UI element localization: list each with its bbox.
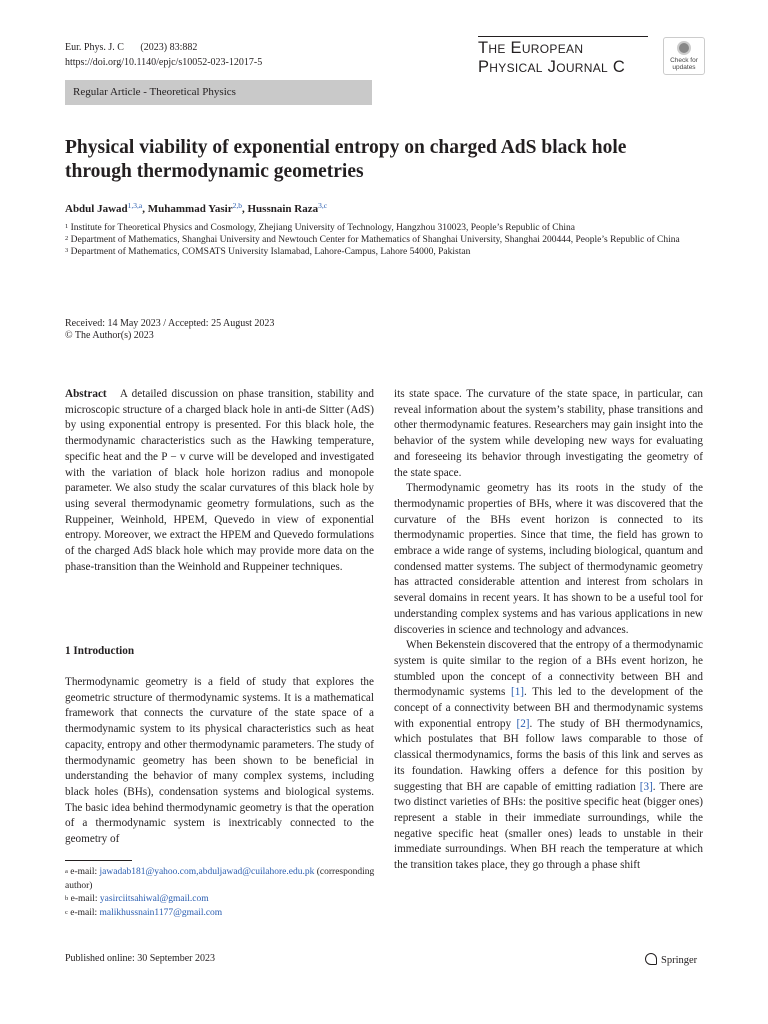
article-type: Regular Article - Theoretical Physics [73,86,236,98]
affiliation-number: 1 [65,223,69,230]
reference-link[interactable]: [1] [510,686,525,699]
received-accepted: Received: 14 May 2023 / Accepted: 25 August 2023 [65,318,275,329]
intro-paragraph-1: Thermodynamic geometry is a field of study that explores the geometric structure of thermodynamic systems. It is a mathematical framework that connects the curvature of the state space of a thermodynamic system to its physical characteristics such as heat capacity, entropy and other thermodynamic parameters. The study of thermodynamic geometry has been shown to be beneficial in understanding the behavior of many complex systems, including black holes (BHs), condensation systems and biological systems. The basic idea behind thermodynamic geometry is that the operation of a thermodynamic system is inextricably connected to the geometry of [65,676,374,846]
check-updates-line1: Check for [670,57,698,64]
publisher-logo [645,953,697,966]
affiliation [65,247,685,259]
article-type-band [65,80,372,105]
crossmark-icon [677,41,691,55]
footnote-mark: b [65,895,69,902]
text-run: When Bekenstein discovered that the entropy of a thermodynamic system is quite similar to the region of a BHs event horizon, he stumbled upon the concept of a connectivity between BH and thermodynamic systems [394,639,703,699]
affiliation [65,235,685,247]
section-heading: 1 Introduction [65,645,135,657]
author-marks[interactable]: 3,c [318,201,328,210]
intro-text-left [65,675,374,848]
affiliations [65,223,685,258]
footnote [65,893,378,907]
affiliation-number: 3 [65,246,69,254]
author-name[interactable]: Muhammad Yasir [147,203,233,215]
author-name[interactable]: Hussnain Raza [247,203,319,215]
intro-text-right [394,387,703,874]
email-link[interactable]: yasirciitsahiwal@gmail.com [99,894,209,904]
author-marks[interactable]: 1,3,a [127,201,143,210]
published-date: Published online: 30 September 2023 [65,953,215,964]
journal-citation [65,40,262,55]
text-run: . The study of BH thermodynamics, which postulates that BH follow laws comparable to those of classical thermodynamics, forms the basis of this link and serves as its foundation. Hawking offers a defence for this position by suggesting that BH are capable of emitting radiation [394,717,703,793]
text-run: . There are two distinct varieties of BHs: the positive specific heat (bigger ones) represent a stable in their immediate surroundings, while the negative specific heat (smaller ones) leads to unstable in their immediate surroundings. When BH reach the temperature at which the transition takes place, they go through a phase shift [394,780,703,872]
footnotes [65,866,378,920]
footnote-mark: c [65,908,68,916]
email-link[interactable]: malikhussnain1177@gmail.com [99,907,223,918]
journal-name-line2: Physical Journal C [478,58,626,76]
footnote-prefix: e-mail: [70,907,100,918]
affiliation-text: Department of Mathematics, Shanghai University and Newtouch Center for Mathematics of Shanghai University, Shanghai 200444, People’s Republic of China [70,234,680,245]
footnote-suffix: (corresponding author) [65,867,375,891]
article-title: Physical viability of exponential entropy on charged AdS black hole through thermodynamic geometries [65,137,627,182]
reference-link[interactable]: [2] [516,717,530,730]
affiliation [65,223,685,235]
intro-paragraph-2: Thermodynamic geometry has its roots in the study of the thermodynamic properties of BHs, where it was discovered that the curvature of the BHs event horizon is connected to its thermodynamic properties. Since that time, the field has grown to embrace a wide range of systems, including biological, quantum and condensed matter systems. The subject of thermodynamic geometry has attracted considerable attention and interest from scholars in several domains in recent years. It has shown to be a useful tool for understanding complex systems and has various applications in new discoveries in science and technology and advances. [394,482,703,636]
footnote-prefix: e-mail: [70,894,100,904]
abstract-label: Abstract [65,388,107,400]
author-name[interactable]: Abdul Jawad [65,203,128,215]
affiliation-text: Institute for Theoretical Physics and Cosmology, Zhejiang University of Technology, Hangzhou 310023, People’s Republic of China [70,223,575,233]
text-run: . This led to the development of the concept of a connectivity between BH and thermodynamic systems with exponential entropy [394,686,703,730]
footnote-prefix: e-mail: [70,867,100,877]
journal-name-line1: The European [478,39,584,57]
article-dates [65,318,274,341]
journal-abbrev: Eur. Phys. J. C [65,42,124,53]
email-link[interactable]: jawadab181@yahoo.com,abduljawad@cuilahore.edu.pk [99,867,315,877]
footnote [65,866,378,893]
abstract-text: A detailed discussion on phase transition, stability and microscopic structure of a charged black hole in anti-de Sitter (AdS) by using exponential entropy is presented. For this black hole, the thermodynamic characteristics such as the Hawking temperature, specific heat and the P − v curve will be developed and investigated with the variation of black hole horizon radius and monopole parameter. We also study the scalar curvatures of this black hole by using several thermodynamic geometry formulations, such as the Ruppeiner, Weinhold, HPEM, Quevedo in view of exponential entropy. Moreover, we extract the HPEM and Quevedo formulations of the charged AdS black hole which may provide more data on the phase-transition than the Weinhold and Ruppeiner techniques. [65,388,375,573]
abstract [65,387,374,575]
publisher-name: Springer [661,955,698,966]
author-list: Abdul Jawad$^{1,3,a}$, Muhammad Yasir$^{2,b}$, Hussnain Raza$^{3,c}$ [65,201,328,215]
affiliation-number: 2 [65,234,69,242]
logo-rule [478,36,648,37]
footnote-rule [65,860,132,861]
check-updates-line2: updates [672,64,696,71]
check-for-updates-button[interactable] [663,37,705,75]
journal-logo [478,36,648,77]
author-marks[interactable]: 2,b [232,201,242,210]
citation-header [65,40,262,70]
affiliation-text: Department of Mathematics, COMSATS University Islamabad, Lahore-Campus, Lahore 54000, Pakistan [70,246,471,257]
footnote-mark: a [65,868,68,875]
intro-paragraph-1-cont: its state space. The curvature of the state space, in particular, can reveal information about the system’s stability, phase transitions and other thermodynamic features. Researchers may gain insight into the behavior of the system while developing new ways for evaluating and foreseeing its behavior through investigating the geometry of the state space. [394,388,703,479]
footnote [65,907,378,921]
copyright: © The Author(s) 2023 [65,329,154,341]
reference-link[interactable]: [3] [639,780,653,793]
intro-paragraph-3 [394,638,703,874]
doi-link[interactable]: https://doi.org/10.1140/epjc/s10052-023-12017-5 [65,57,263,68]
year-volume: (2023) 83:882 [140,42,198,53]
springer-horse-icon [645,953,657,965]
